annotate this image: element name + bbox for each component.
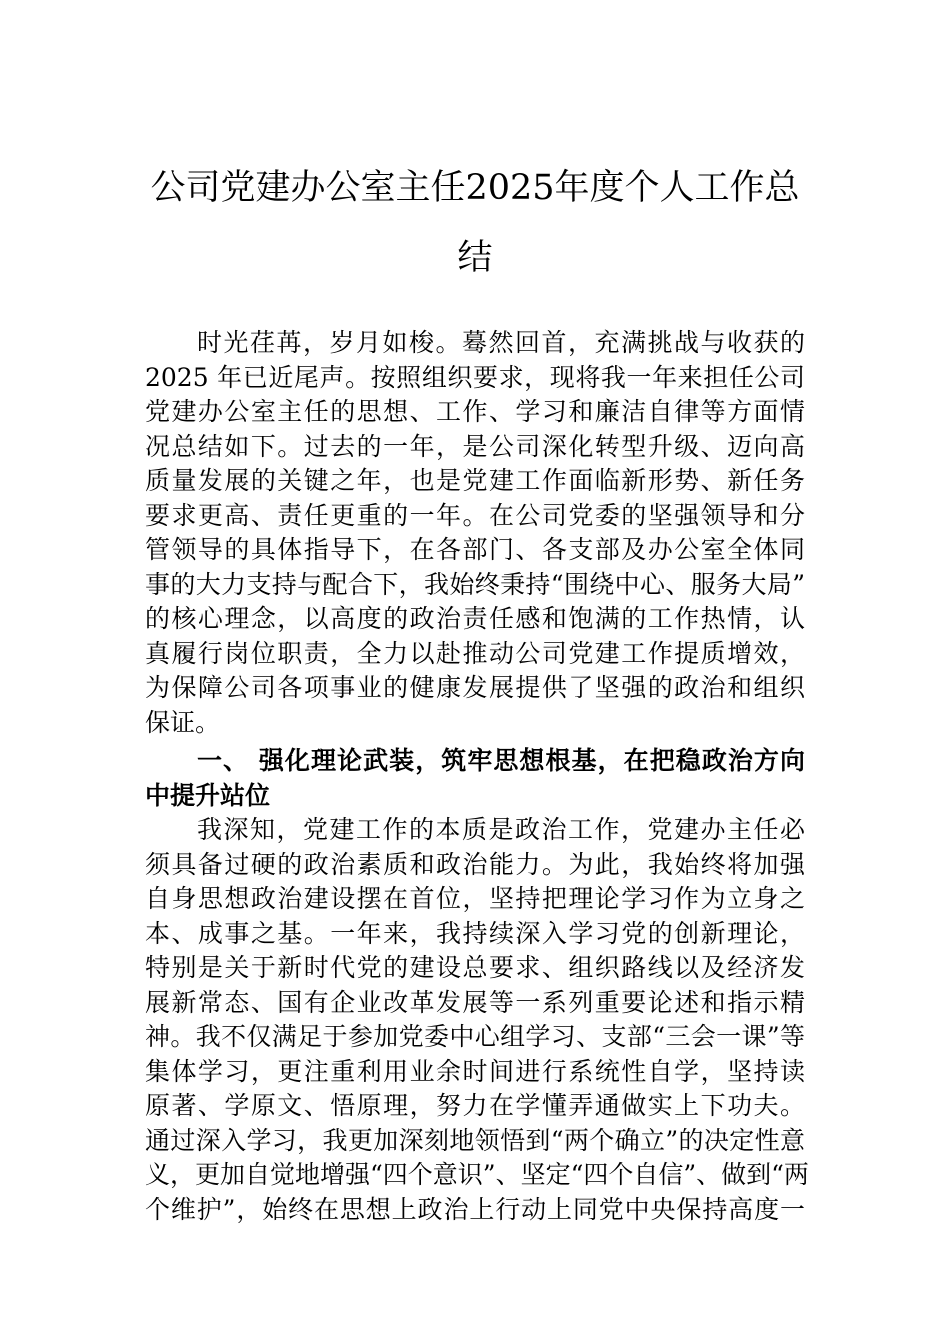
- document-title-line-2: 结: [457, 238, 493, 278]
- intro-paragraph: [145, 326, 805, 740]
- text-line: 保证。: [145, 707, 221, 737]
- text-line: 党建办公室主任的思想、工作、学习和廉洁自律等方面情: [145, 397, 805, 426]
- document-title-line-1: 公司党建办公室主任2025年度个人工作总: [150, 168, 800, 208]
- text-line: 个维护”，始终在思想上政治上行动上同党中央保持高度一: [145, 1194, 805, 1224]
- text-line: 神。我不仅满足于参加党委中心组学习、支部“三会一课”等: [145, 1022, 805, 1051]
- text-line: 集体学习，更注重利用业余时间进行系统性自学，坚持读: [145, 1056, 805, 1086]
- text-line: 我深知，党建工作的本质是政治工作，党建办主任必: [197, 815, 805, 844]
- text-line: 原著、学原文、悟原理，努力在学懂弄通做实上下功夫。: [145, 1091, 805, 1120]
- text-line: 本、成事之基。一年来，我持续深入学习党的创新理论，: [145, 918, 805, 948]
- text-line: 展新常态、国有企业改革发展等一系列重要论述和指示精: [145, 987, 805, 1017]
- text-line: 为保障公司各项事业的健康发展提供了坚强的政治和组织: [145, 673, 805, 702]
- text-line: 2025 年已近尾声。按照组织要求，现将我一年来担任公司: [145, 362, 805, 392]
- text-line: 管领导的具体指导下，在各部门、各支部及办公室全体同: [145, 535, 805, 564]
- text-line: 况总结如下。过去的一年，是公司深化转型升级、迈向高: [145, 431, 805, 461]
- heading-line: 中提升站位: [145, 780, 271, 810]
- text-line: 质量发展的关键之年，也是党建工作面临新形势、新任务: [145, 466, 805, 495]
- text-line: 通过深入学习，我更加深刻地领悟到“两个确立”的决定性意: [145, 1125, 805, 1155]
- heading-line: 一、 强化理论武装，筑牢思想根基，在把稳政治方向: [197, 746, 805, 775]
- text-line: 自身思想政治建设摆在首位，坚持把理论学习作为立身之: [145, 884, 805, 913]
- text-line: 的核心理念，以高度的政治责任感和饱满的工作热情，认: [145, 604, 805, 633]
- text-line: 须具备过硬的政治素质和政治能力。为此，我始终将加强: [145, 849, 805, 879]
- text-line: 时光荏苒，岁月如梭。蓦然回首，充满挑战与收获的: [197, 328, 805, 357]
- text-line: 要求更高、责任更重的一年。在公司党委的坚强领导和分: [145, 500, 805, 530]
- text-line: 义，更加自觉地增强“四个意识”、坚定“四个自信”、做到“两: [145, 1160, 809, 1189]
- text-line: 特别是关于新时代党的建设总要求、组织路线以及经济发: [145, 953, 805, 982]
- section-1-paragraph: [145, 813, 809, 1227]
- text-line: 真履行岗位职责，全力以赴推动公司党建工作提质增效，: [145, 638, 805, 668]
- text-line: 事的大力支持与配合下，我始终秉持“围绕中心、服务大局”: [145, 569, 805, 599]
- document-body: [145, 326, 809, 1227]
- section-heading-1: [145, 744, 805, 813]
